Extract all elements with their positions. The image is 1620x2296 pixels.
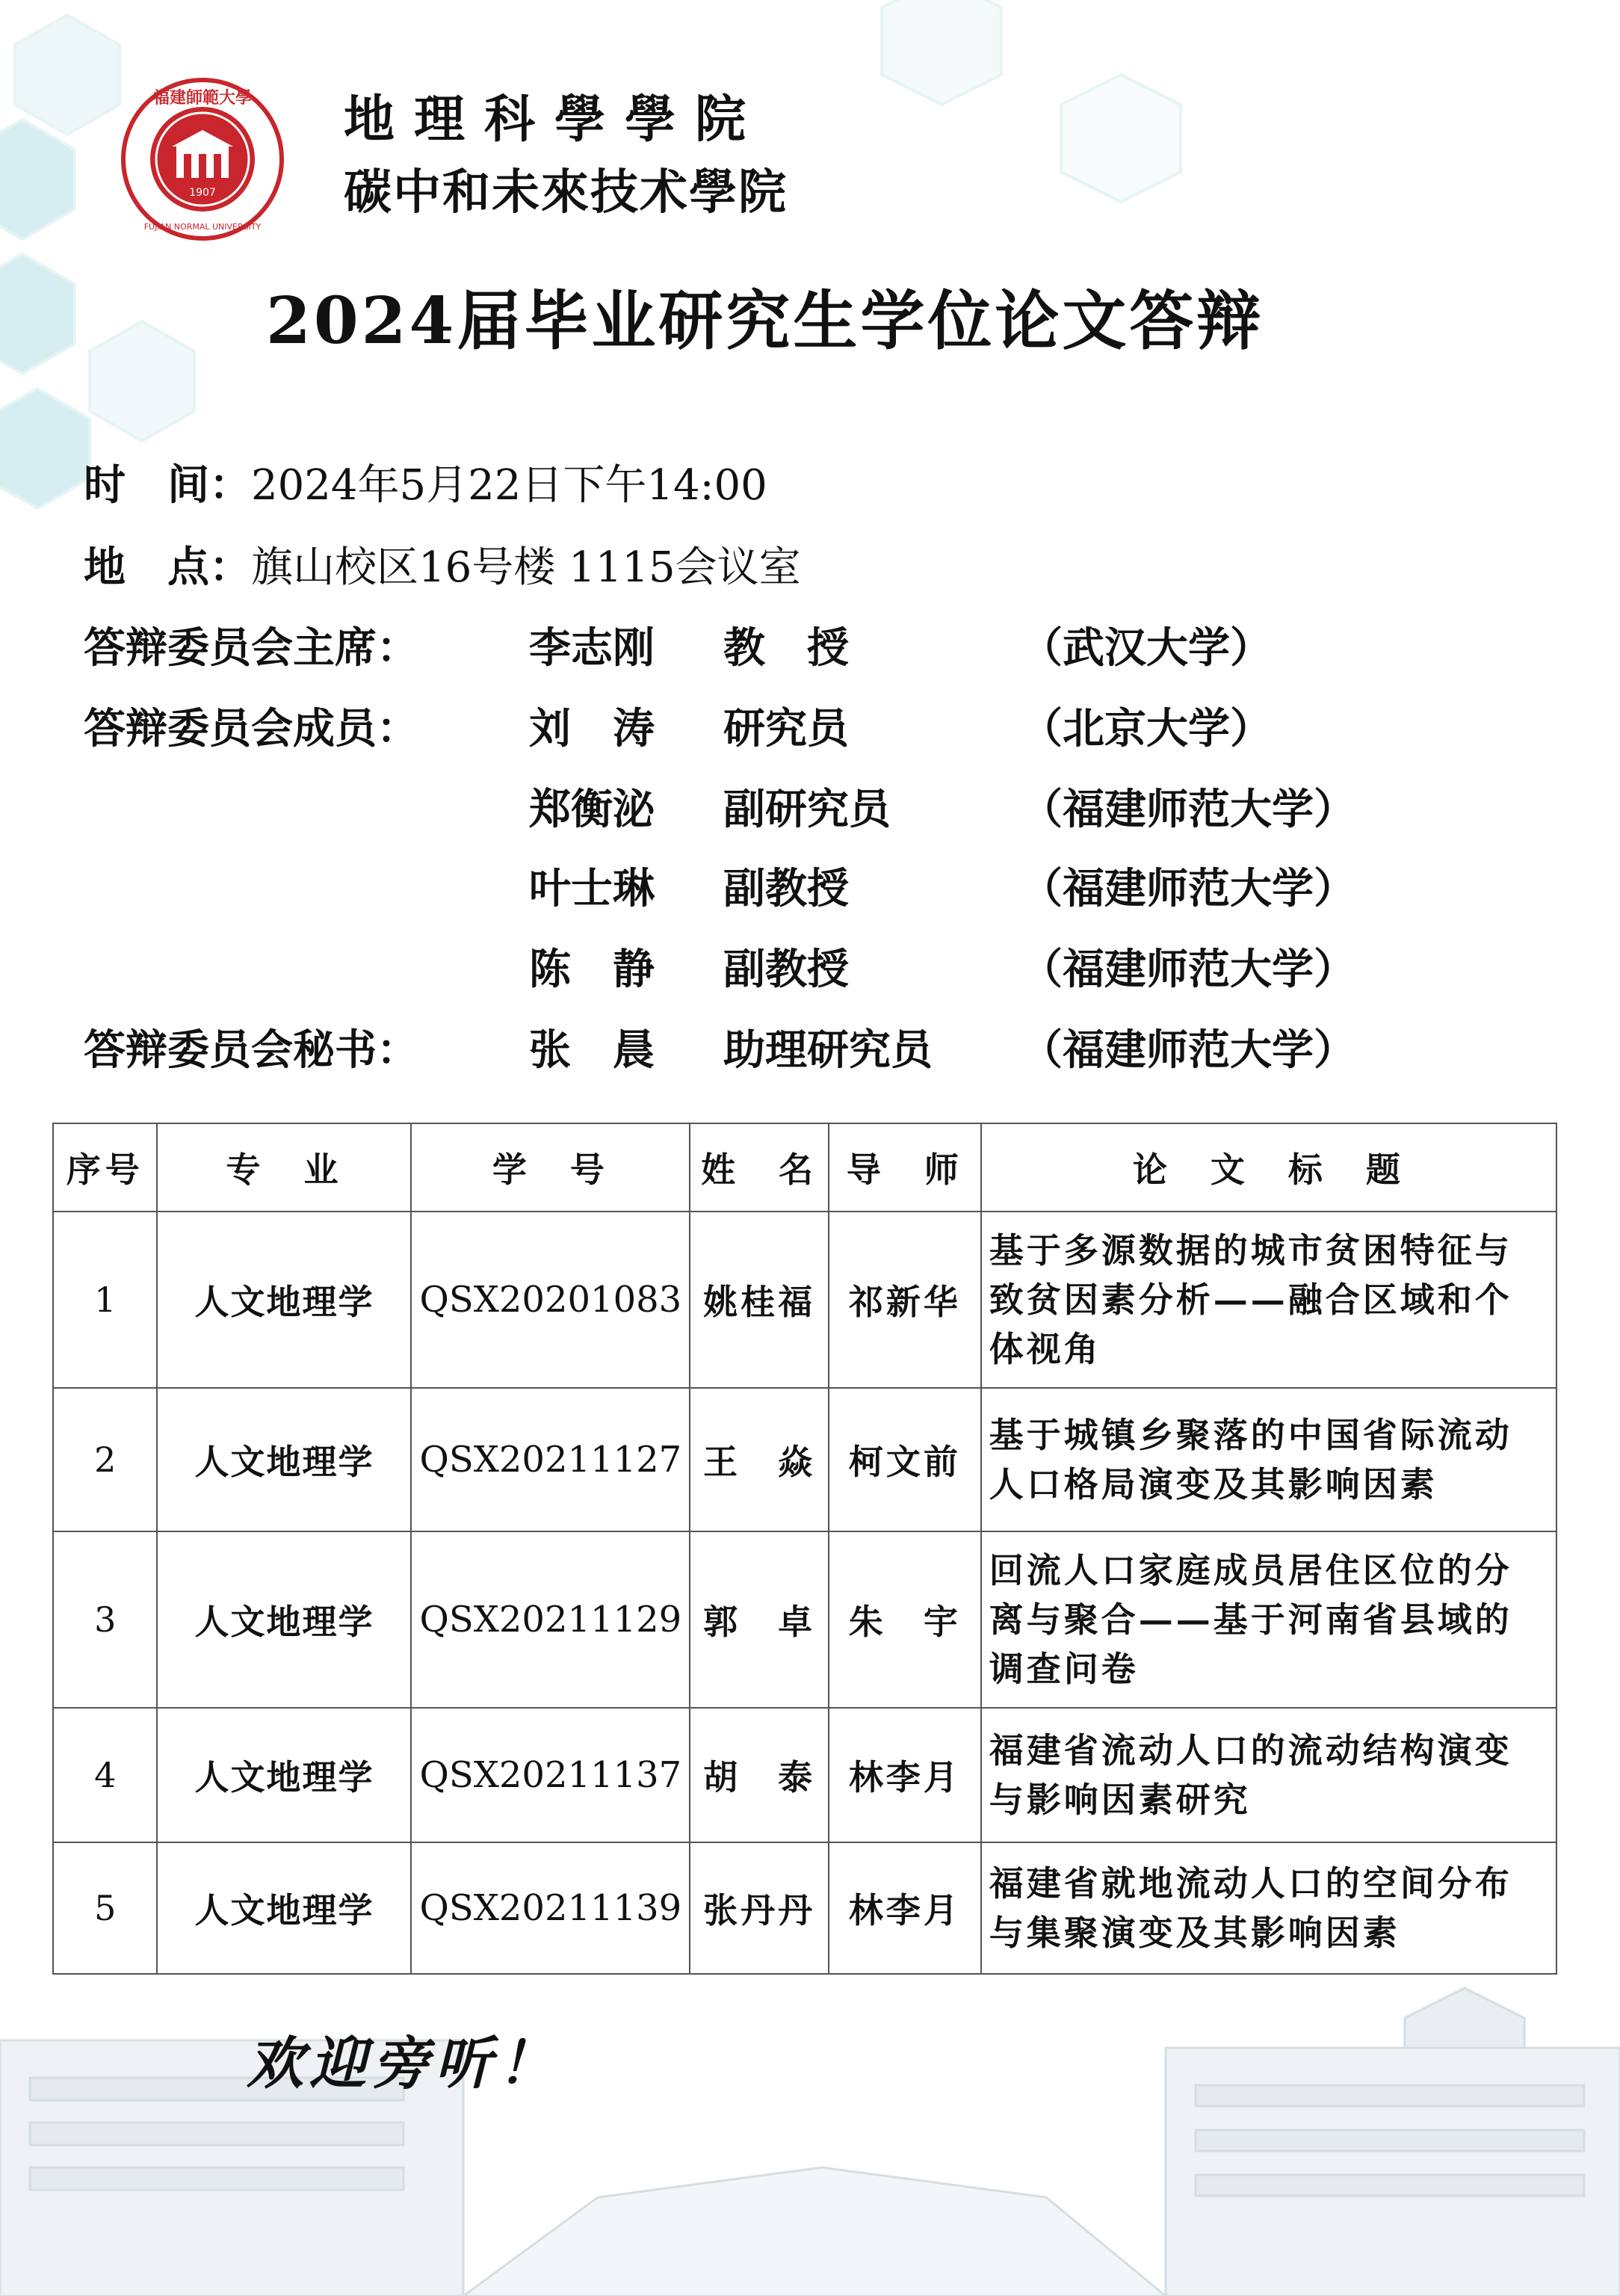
logo-year: 1907 [189, 187, 216, 199]
row-student-id: QSX20211137 [411, 1708, 690, 1842]
row-number: 2 [53, 1388, 157, 1531]
row-number: 1 [53, 1212, 157, 1388]
member-name: 郑衡泌 [529, 785, 655, 834]
member-title: 副教授 [723, 864, 849, 913]
row-major: 人文地理学 [157, 1531, 411, 1708]
row-major: 人文地理学 [157, 1388, 411, 1531]
place-row [84, 541, 801, 594]
table-row [53, 1708, 1556, 1842]
col-header-name: 姓 名 [690, 1123, 829, 1212]
row-student-name: 王 焱 [690, 1388, 829, 1531]
secretary-affiliation: （福建师范大学） [1021, 1025, 1355, 1075]
row-thesis-title: 回流人口家庭成员居住区位的分离与聚合——基于河南省县域的调查问卷 [981, 1531, 1556, 1708]
time-label: 时 间： [84, 460, 251, 510]
row-thesis-title: 福建省流动人口的流动结构演变与影响因素研究 [981, 1708, 1556, 1842]
university-logo [120, 76, 285, 242]
chair-name: 李志刚 [529, 623, 655, 673]
welcome-text: 欢迎旁听！ [247, 2030, 560, 2096]
row-number: 5 [53, 1842, 157, 1974]
row-student-name: 胡 泰 [690, 1708, 829, 1842]
col-header-major: 专 业 [157, 1123, 411, 1212]
college-name: 地理科學學院 [344, 90, 766, 149]
place-label: 地 点： [84, 543, 251, 592]
table-header-row [53, 1123, 1556, 1212]
member-affiliation: （福建师范大学） [1021, 864, 1355, 913]
secretary-label: 答辩委员会秘书： [84, 1025, 418, 1075]
chair-affiliation: （武汉大学） [1021, 623, 1272, 673]
logo-bottom-text: FUJIAN NORMAL UNIVERSITY [143, 222, 262, 232]
row-advisor: 朱 宇 [829, 1531, 981, 1708]
time-value: 2024年5月22日下午14:00 [251, 461, 767, 510]
table-row [53, 1212, 1556, 1388]
member-title: 副教授 [723, 945, 849, 994]
place-value: 旗山校区16号楼 1115会议室 [251, 543, 801, 592]
chair-label: 答辩委员会主席： [84, 623, 418, 673]
col-header-advisor: 导 师 [829, 1123, 981, 1212]
campus-sketch-background [0, 1973, 1620, 2296]
row-thesis-title: 福建省就地流动人口的空间分布与集聚演变及其影响因素 [981, 1842, 1556, 1974]
defense-table [52, 1123, 1557, 1975]
row-student-id: QSX20211129 [411, 1531, 690, 1708]
table-row [53, 1842, 1556, 1974]
row-advisor: 林李月 [829, 1842, 981, 1974]
row-advisor: 柯文前 [829, 1388, 981, 1531]
member-affiliation: （北京大学） [1021, 704, 1272, 753]
row-thesis-title: 基于多源数据的城市贫困特征与致贫因素分析——融合区域和个体视角 [981, 1212, 1556, 1388]
members-label: 答辩委员会成员： [84, 704, 418, 753]
row-student-id: QSX20201083 [411, 1212, 690, 1388]
member-affiliation: （福建师范大学） [1021, 785, 1355, 834]
college-name-secondary: 碳中和未來技术學院 [344, 164, 788, 220]
row-advisor: 祁新华 [829, 1212, 981, 1388]
secretary-name: 张 晨 [529, 1025, 655, 1075]
row-major: 人文地理学 [157, 1708, 411, 1842]
member-name: 陈 静 [529, 945, 655, 994]
page-title: 2024届毕业研究生学位论文答辩 [266, 283, 1264, 359]
table-row [53, 1388, 1556, 1531]
row-student-name: 郭 卓 [690, 1531, 829, 1708]
row-advisor: 林李月 [829, 1708, 981, 1842]
row-major: 人文地理学 [157, 1842, 411, 1974]
row-thesis-title: 基于城镇乡聚落的中国省际流动人口格局演变及其影响因素 [981, 1388, 1556, 1531]
row-student-name: 姚桂福 [690, 1212, 829, 1388]
row-number: 4 [53, 1708, 157, 1842]
col-header-id: 学 号 [411, 1123, 690, 1212]
row-student-name: 张丹丹 [690, 1842, 829, 1974]
row-major: 人文地理学 [157, 1212, 411, 1388]
row-student-id: QSX20211139 [411, 1842, 690, 1974]
time-row [84, 459, 767, 512]
table-row [53, 1531, 1556, 1708]
row-number: 3 [53, 1531, 157, 1708]
chair-title: 教 授 [723, 623, 849, 673]
member-title: 研究员 [723, 704, 849, 753]
col-header-thesis: 论 文 标 题 [981, 1123, 1556, 1212]
secretary-title: 助理研究员 [723, 1025, 933, 1075]
member-name: 刘 涛 [529, 704, 655, 753]
logo-top-text: 福建師範大學 [152, 88, 253, 108]
member-name: 叶士琳 [529, 864, 655, 913]
col-header-no: 序号 [53, 1123, 157, 1212]
member-title: 副研究员 [723, 785, 891, 834]
member-affiliation: （福建师范大学） [1021, 945, 1355, 994]
row-student-id: QSX20211127 [411, 1388, 690, 1531]
